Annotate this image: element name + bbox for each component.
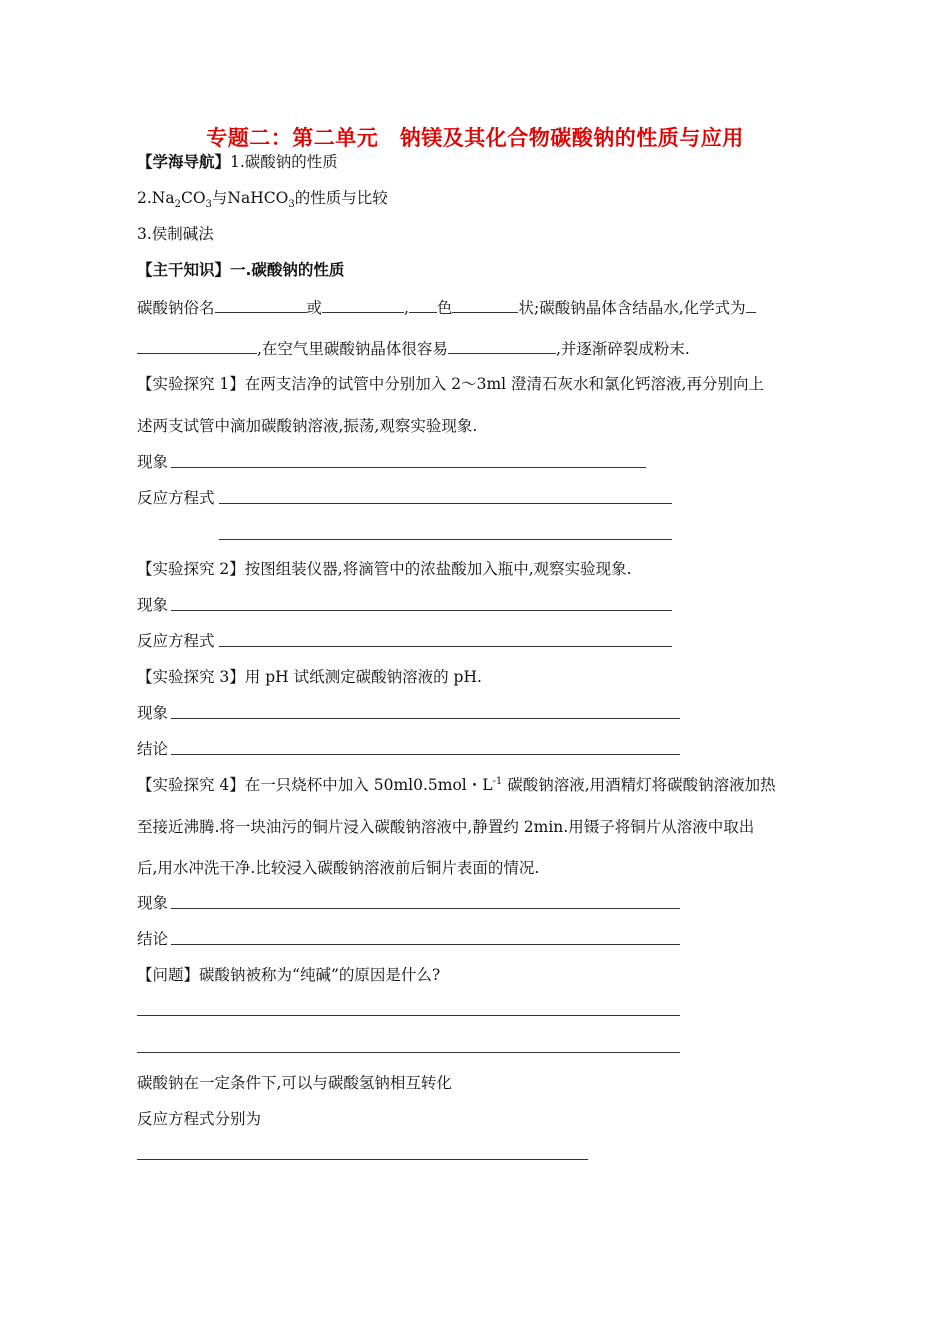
exp4-phenomenon-blank[interactable]: [171, 908, 680, 909]
blank-field[interactable]: [215, 297, 307, 313]
exp4-line-1: 【实验探究 4】在一只烧杯中加入 50ml0.5mol・$L^{-1}$ 碳酸钠溶液,用酒精灯将碳酸钠溶液加热: [137, 775, 776, 794]
blank-field[interactable]: [409, 297, 437, 313]
blank-field[interactable]: [322, 297, 404, 313]
answer-blank-1[interactable]: [137, 1015, 680, 1016]
exp1-phenomenon-blank[interactable]: [171, 467, 646, 468]
answer-blank-2[interactable]: [137, 1052, 680, 1053]
exp1-equation-blank[interactable]: [219, 503, 672, 504]
exp2-phenomenon-label: 现象: [137, 596, 169, 614]
exp2-equation-label: 反应方程式: [137, 632, 215, 650]
nav-line-2: $2.Na_2CO_3$与NaHCO$_3$的性质与比较: [137, 189, 388, 211]
main-heading: 一.碳酸钠的性质: [230, 261, 345, 279]
exp2-equation-blank[interactable]: [219, 646, 672, 647]
question-line: 【问题】碳酸钠被称为“纯碱”的原因是什么?: [137, 966, 441, 984]
nav-item-1: 1.碳酸钠的性质: [230, 153, 338, 171]
exp1-equation-label: 反应方程式: [137, 489, 215, 507]
exp3-conclusion-blank[interactable]: [171, 754, 680, 755]
main-heading-line: [137, 260, 344, 280]
main-label: 【主干知识】: [137, 261, 231, 279]
blank-field[interactable]: [746, 297, 756, 313]
exp1-phenomenon-label: 现象: [137, 453, 169, 471]
exp2-phenomenon-blank[interactable]: [171, 610, 672, 611]
question-line-2: ,在空气里碳酸钠晶体很容易 ,并逐渐碎裂成粉末.: [137, 338, 690, 359]
blank-field[interactable]: [137, 338, 257, 354]
exp3-phenomenon-blank[interactable]: [171, 718, 680, 719]
nav-line-1: [137, 152, 338, 172]
exp2-label: 【实验探究 2】: [137, 560, 245, 578]
page-title: 专题二：第二单元 钠镁及其化合物碳酸钠的性质与应用: [206, 126, 744, 150]
exp3-line: 【实验探究 3】用 pH 试纸测定碳酸钠溶液的 pH.: [137, 668, 482, 686]
exp3-conclusion-label: 结论: [137, 740, 169, 758]
exp1-label: 【实验探究 1】: [137, 375, 245, 393]
exp4-conclusion-label: 结论: [137, 930, 169, 948]
nav-label: 【学海导航】: [137, 153, 231, 171]
exp3-label: 【实验探究 3】: [137, 668, 245, 686]
exp4-label: 【实验探究 4】: [137, 776, 245, 794]
question-line-1: 碳酸钠俗名 或 , 色 状;碳酸钠晶体含结晶水,化学式为: [137, 297, 756, 318]
question-label: 【问题】: [137, 966, 200, 984]
exp2-line: 【实验探究 2】按图组装仪器,将滴管中的浓盐酸加入瓶中,观察实验现象.: [137, 560, 632, 578]
exp4-line-2: 至接近沸腾.将一块油污的铜片浸入碳酸钠溶液中,静置约 2min.用镊子将铜片从溶液中取出: [137, 818, 755, 836]
exp3-phenomenon-label: 现象: [137, 704, 169, 722]
exp1-line-2: 述两支试管中滴加碳酸钠溶液,振荡,观察实验现象.: [137, 417, 478, 435]
conversion-equations-label: 反应方程式分别为: [137, 1110, 262, 1128]
exp1-line-1: 【实验探究 1】在两支洁净的试管中分别加入 2～3ml 澄清石灰水和氯化钙溶液,再分别向上: [137, 375, 764, 393]
blank-field[interactable]: [448, 338, 556, 354]
nav-line-3: 3.侯制碱法: [137, 225, 214, 243]
conversion-equations-blank[interactable]: [137, 1159, 588, 1160]
conversion-text: 碳酸钠在一定条件下,可以与碳酸氢钠相互转化: [137, 1074, 452, 1092]
exp1-equation-blank-2[interactable]: [219, 539, 672, 540]
exp4-line-3: 后,用水冲洗干净.比较浸入碳酸钠溶液前后铜片表面的情况.: [137, 859, 540, 877]
exp4-conclusion-blank[interactable]: [171, 944, 680, 945]
blank-field[interactable]: [452, 297, 518, 313]
exp4-phenomenon-label: 现象: [137, 894, 169, 912]
